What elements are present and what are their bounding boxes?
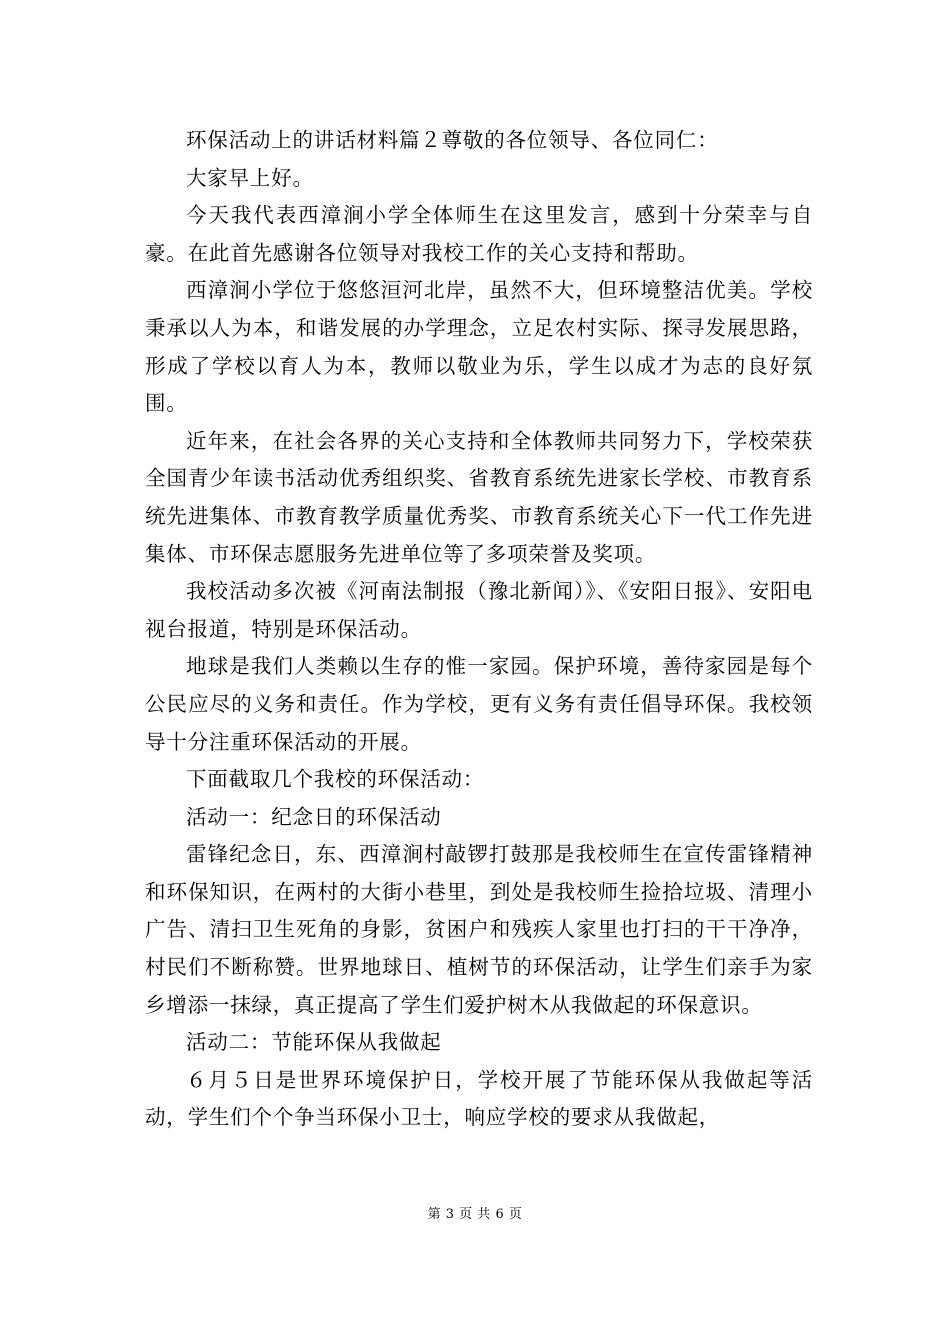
paragraph: 今天我代表西漳涧小学全体师生在这里发言，感到十分荣幸与自豪。在此首先感谢各位领导对我校工作的关心支持和帮助。 — [145, 203, 813, 265]
page-number: 第 3 页 共 6 页 — [427, 1207, 523, 1222]
paragraph: 下面截取几个我校的环保活动： — [186, 767, 485, 792]
paragraph-heading: 环保活动上的讲话材料篇２尊敬的各位领导、各位同仁： — [186, 128, 719, 152]
paragraph: 地球是我们人类赖以生存的惟一家园。保护环境，善待家园是每个公民应尽的义务和责任。作为学校，更有义务有责任倡导环保。我校领导十分注重环保活动的开展。 — [145, 654, 813, 754]
paragraph: 我校活动多次被《河南法制报（豫北新闻）》、《安阳日报》、安阳电视台报道，特别是环保活动。 — [145, 579, 813, 641]
page-footer — [0, 1203, 950, 1222]
section-heading: 活动二：节能环保从我做起 — [186, 1030, 442, 1055]
document-body — [145, 122, 813, 1137]
paragraph-greeting: 大家早上好。 — [186, 165, 314, 190]
paragraph: ６月５日是世界环境保护日，学校开展了节能环保从我做起等活动，学生们个个争当环保小卫士，响应学校的要求从我做起， — [145, 1067, 813, 1130]
section-heading: 活动一：纪念日的环保活动 — [186, 804, 442, 829]
paragraph: 近年来，在社会各界的关心支持和全体教师共同努力下，学校荣获全国青少年读书活动优秀组织奖、省教育系统先进家长学校、市教育系统先进集体、市教育教学质量优秀奖、市教育系统关心下一代工作先进集体、市环保志愿服务先进单位等了多项荣誉及奖项。 — [145, 428, 813, 566]
paragraph: 西漳涧小学位于悠悠洹河北岸，虽然不大，但环境整洁优美。学校秉承以人为本，和谐发展的办学理念，立足农村实际、探寻发展思路，形成了学校以育人为本，教师以敬业为乐，学生以成才为志的良好氛围。 — [145, 278, 813, 416]
paragraph: 雷锋纪念日，东、西漳涧村敲锣打鼓那是我校师生在宣传雷锋精神和环保知识，在两村的大街小巷里，到处是我校师生捡拾垃圾、清理小广告、清扫卫生死角的身影，贫困户和残疾人家里也打扫的干干净净，村民们不断称赞。世界地球日、植树节的环保活动，让学生们亲手为家乡增添一抹绿，真正提高了学生们爱护树木从我做起的环保意识。 — [145, 842, 813, 1017]
